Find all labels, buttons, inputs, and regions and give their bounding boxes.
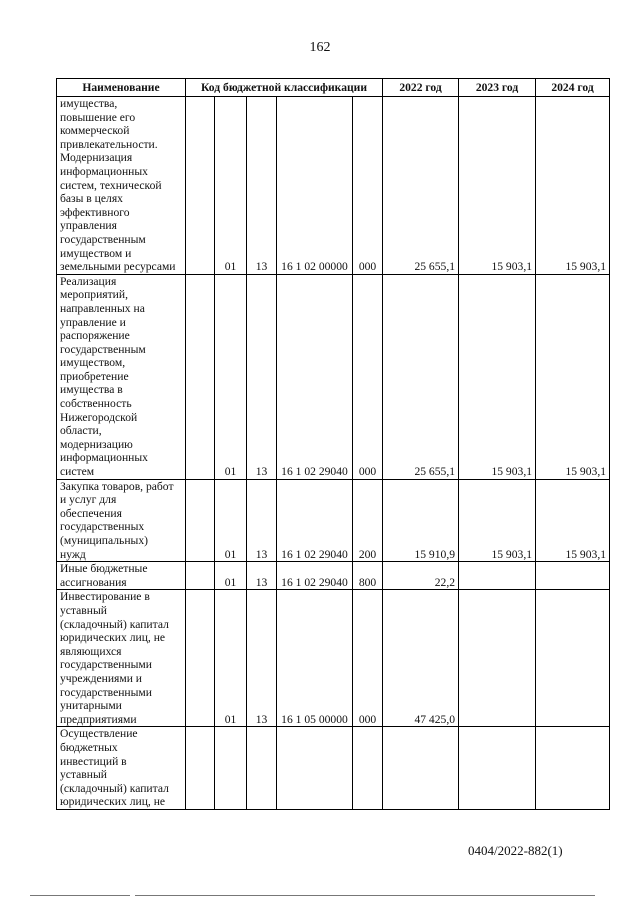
amount-2022: 22,2 (383, 562, 459, 590)
row-name-line: приобретение (60, 369, 129, 383)
code-cell-expense-type: 200 (353, 479, 383, 562)
amount-2024 (536, 562, 610, 590)
code-cell-target-article: 16 1 02 29040 (277, 479, 353, 562)
row-name-line: области, (60, 424, 102, 438)
row-name-line: (муниципальных) (60, 534, 148, 547)
budget-table (56, 78, 610, 810)
row-name-line: Закупка товаров, работ (60, 479, 174, 493)
row-name-cell (57, 97, 186, 275)
amount-2024 (536, 590, 610, 727)
code-cell-expense-type: 000 (353, 274, 383, 479)
code-cell-expense-type (353, 727, 383, 810)
footer-divider (30, 895, 130, 896)
amount-2022 (383, 727, 459, 810)
code-cell-target-article (277, 727, 353, 810)
row-name-line: управления (60, 219, 117, 233)
row-name-line: Модернизация (60, 151, 133, 165)
row-name-line: учреждениями и (60, 671, 143, 685)
row-name-line: Реализация (60, 274, 117, 288)
code-cell-subsection: 13 (247, 562, 277, 590)
code-cell-section (186, 727, 215, 810)
code-cell-section (186, 590, 215, 727)
row-name-line: юридических лиц, не (60, 631, 166, 645)
row-name-line: являющихся (60, 644, 122, 658)
row-name-line: систем (60, 465, 95, 479)
row-name-line: информационных (60, 164, 148, 178)
row-name-line: собственность (60, 397, 132, 411)
code-cell-subsection (247, 727, 277, 810)
code-cell-chapter: 01 (215, 97, 247, 275)
table-header-row (57, 79, 610, 97)
code-cell-chapter: 01 (215, 274, 247, 479)
row-name-line: земельными ресурсами (60, 260, 176, 274)
table-row (57, 727, 610, 810)
row-name-line: государственным (60, 342, 146, 356)
table-row (57, 97, 610, 275)
row-name-cell (57, 727, 186, 810)
row-name-cell (57, 479, 186, 562)
amount-2023 (459, 562, 536, 590)
row-name-line: Инвестирование в (60, 590, 150, 604)
row-name-line: государственным (60, 232, 146, 246)
row-name-line: модернизацию (60, 437, 133, 451)
row-name-line: инвестиций в (60, 754, 127, 768)
table-row (57, 479, 610, 562)
code-cell-expense-type: 800 (353, 562, 383, 590)
amount-2023 (459, 590, 536, 727)
code-cell-chapter: 01 (215, 590, 247, 727)
table-body (57, 97, 610, 810)
row-name-line: эффективного (60, 205, 130, 219)
row-name-line: (складочный) капитал (60, 617, 169, 631)
row-name-line: повышение его (60, 110, 136, 124)
row-name-line: нужд (60, 547, 86, 561)
header-2023: 2023 год (459, 79, 536, 97)
row-name-line: мероприятий, (60, 288, 128, 302)
amount-2024: 15 903,1 (536, 97, 610, 275)
code-cell-subsection: 13 (247, 590, 277, 727)
row-name-line: имущества в (60, 383, 123, 397)
row-name-line: Нижегородской (60, 410, 138, 424)
code-cell-expense-type: 000 (353, 97, 383, 275)
row-name-line: базы в целях (60, 192, 123, 206)
document-code: 0404/2022-882(1) (468, 843, 563, 858)
amount-2023: 15 903,1 (459, 479, 536, 562)
amount-2023 (459, 727, 536, 810)
code-cell-section (186, 479, 215, 562)
code-cell-subsection: 13 (247, 274, 277, 479)
row-name-line: государственных (60, 520, 145, 534)
amount-2023: 15 903,1 (459, 97, 536, 275)
amount-2022: 25 655,1 (383, 274, 459, 479)
amount-2024: 15 903,1 (536, 274, 610, 479)
row-name-line: юридических лиц, не (60, 795, 166, 809)
row-name-line: ассигнования (60, 575, 127, 589)
amount-2022: 25 655,1 (383, 97, 459, 275)
code-cell-target-article: 16 1 02 00000 (277, 97, 353, 275)
row-name-line: Осуществление (60, 727, 138, 741)
row-name-line: имуществом, (60, 356, 126, 370)
row-name-cell (57, 562, 186, 590)
row-name-line: унитарными (60, 699, 122, 713)
amount-2024 (536, 727, 610, 810)
row-name-cell (57, 590, 186, 727)
row-name-line: привлекательности. (60, 137, 158, 151)
row-name-line: управление и (60, 315, 126, 329)
page-number: 162 (309, 40, 331, 55)
row-name-line: и услуг для (60, 493, 117, 507)
header-budget-code: Код бюджетной классификации (186, 79, 383, 97)
code-cell-section (186, 562, 215, 590)
code-cell-section (186, 274, 215, 479)
row-name-line: предприятиями (60, 712, 137, 726)
code-cell-subsection: 13 (247, 479, 277, 562)
row-name-line: систем, технической (60, 178, 162, 192)
row-name-cell (57, 274, 186, 479)
table-row (57, 590, 610, 727)
row-name-line: распоряжение (60, 329, 130, 343)
header-name: Наименование (57, 79, 186, 97)
row-name-line: государственными (60, 658, 152, 672)
row-name-line: уставный (60, 768, 107, 782)
row-name-line: направленных на (60, 301, 145, 315)
code-cell-subsection: 13 (247, 97, 277, 275)
table-row (57, 274, 610, 479)
code-cell-target-article: 16 1 05 00000 (277, 590, 353, 727)
amount-2023: 15 903,1 (459, 274, 536, 479)
row-name-line: Иные бюджетные (60, 562, 148, 576)
code-cell-chapter: 01 (215, 562, 247, 590)
row-name-line: государственными (60, 685, 152, 699)
row-name-line: уставный (60, 603, 107, 617)
row-name-line: информационных (60, 451, 148, 465)
row-name-line: бюджетных (60, 740, 118, 754)
amount-2022: 15 910,9 (383, 479, 459, 562)
code-cell-chapter: 01 (215, 479, 247, 562)
header-2024: 2024 год (536, 79, 610, 97)
row-name-line: имуществом и (60, 246, 132, 260)
row-name-line: (складочный) капитал (60, 781, 169, 795)
header-2022: 2022 год (383, 79, 459, 97)
code-cell-expense-type: 000 (353, 590, 383, 727)
footer-divider (135, 895, 595, 896)
code-cell-target-article: 16 1 02 29040 (277, 562, 353, 590)
row-name-line: коммерческой (60, 124, 130, 138)
code-cell-target-article: 16 1 02 29040 (277, 274, 353, 479)
code-cell-section (186, 97, 215, 275)
amount-2022: 47 425,0 (383, 590, 459, 727)
code-cell-chapter (215, 727, 247, 810)
table-row (57, 562, 610, 590)
amount-2024: 15 903,1 (536, 479, 610, 562)
row-name-line: обеспечения (60, 506, 122, 520)
row-name-line: имущества, (60, 97, 118, 110)
